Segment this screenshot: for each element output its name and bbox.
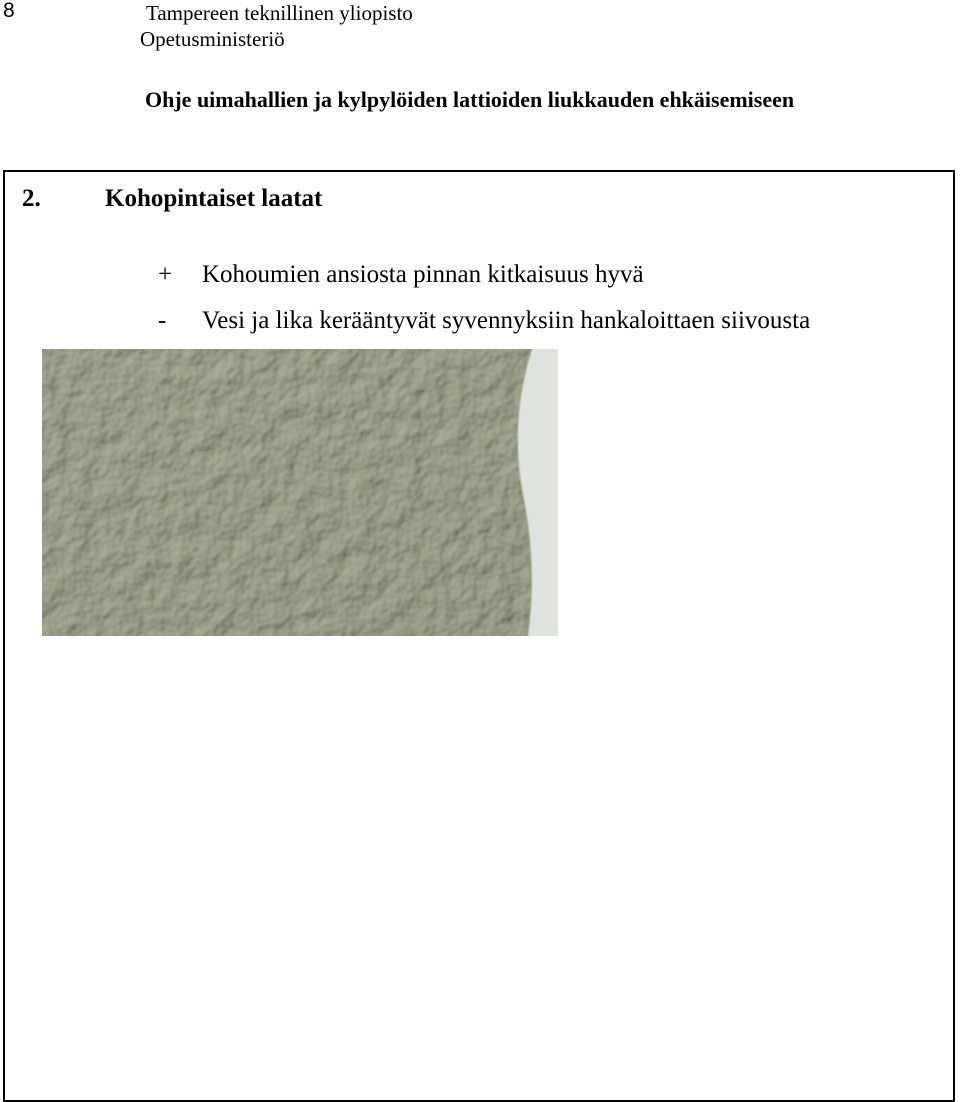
institution-name: Tampereen teknillinen yliopisto xyxy=(146,1,413,25)
disadvantage-point xyxy=(158,306,810,336)
section-heading xyxy=(22,184,322,214)
document-title: Ohje uimahallien ja kylpylöiden lattioiden liukkauden ehkäisemiseen xyxy=(145,87,795,112)
plus-sign: + xyxy=(158,261,173,288)
minus-sign: - xyxy=(158,307,167,334)
advantage-text: Kohoumien ansiosta pinnan kitkaisuus hyvä xyxy=(202,261,644,288)
ministry-name: Opetusministeriö xyxy=(140,27,285,51)
page-number: 8 xyxy=(3,0,15,22)
section-title: Kohopintaiset laatat xyxy=(105,185,323,212)
tile-photo xyxy=(42,349,558,636)
disadvantage-text: Vesi ja lika kerääntyvät syvennyksiin hankaloittaen siivousta xyxy=(202,307,811,334)
tile-texture-image xyxy=(42,349,558,636)
content-frame xyxy=(3,170,955,1102)
advantage-point xyxy=(158,260,644,290)
tile-bumps xyxy=(42,349,532,636)
section-number: 2. xyxy=(22,185,41,212)
